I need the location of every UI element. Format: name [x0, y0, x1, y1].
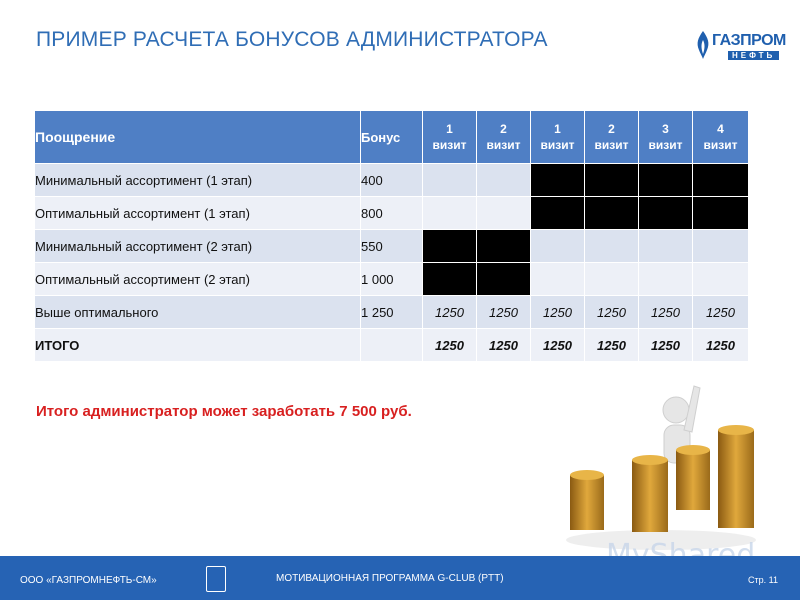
- row-name: Оптимальный ассортимент (1 этап): [35, 197, 361, 230]
- total-cell: 1250: [531, 329, 585, 362]
- total-cell: 1250: [585, 329, 639, 362]
- visit-cell: 1250: [693, 296, 749, 329]
- header-visit: 4 визит: [693, 111, 749, 164]
- visit-cell: [477, 164, 531, 197]
- visit-cell-blacked: [477, 230, 531, 263]
- slide-title: ПРИМЕР РАСЧЕТА БОНУСОВ АДМИНИСТРАТОРА: [36, 28, 548, 51]
- visit-cell-blacked: [585, 164, 639, 197]
- visit-cell: [693, 263, 749, 296]
- row-bonus: 800: [361, 197, 423, 230]
- visit-cell: [531, 230, 585, 263]
- visit-cell: [639, 263, 693, 296]
- total-cell: 1250: [477, 329, 531, 362]
- total-cell: 1250: [423, 329, 477, 362]
- row-name: Минимальный ассортимент (2 этап): [35, 230, 361, 263]
- row-name: ИТОГО: [35, 329, 361, 362]
- visit-cell: [477, 197, 531, 230]
- total-cell: 1250: [693, 329, 749, 362]
- row-name: Выше оптимального: [35, 296, 361, 329]
- visit-cell: [423, 197, 477, 230]
- header-visit: 1 визит: [531, 111, 585, 164]
- visit-cell: [639, 230, 693, 263]
- header-visit: 2 визит: [585, 111, 639, 164]
- visit-cell-blacked: [531, 197, 585, 230]
- visit-cell: [585, 263, 639, 296]
- bonus-table: [34, 110, 749, 362]
- header-bonus: Бонус: [361, 111, 423, 164]
- header-visit: 2 визит: [477, 111, 531, 164]
- gazprom-neft-logo: [694, 22, 786, 68]
- visit-cell: [585, 230, 639, 263]
- table-header-row: [35, 111, 749, 164]
- table-row: [35, 164, 749, 197]
- table-row: [35, 197, 749, 230]
- logo-brand: ГАЗПРОМ: [712, 32, 786, 49]
- visit-cell-blacked: [693, 197, 749, 230]
- footer-program: МОТИВАЦИОННАЯ ПРОГРАММА G-CLUB (PTT): [276, 573, 504, 584]
- table-row: [35, 296, 749, 329]
- row-name: Оптимальный ассортимент (2 этап): [35, 263, 361, 296]
- coin-stacks-illustration: [556, 370, 766, 560]
- row-bonus: [361, 329, 423, 362]
- logo-sub: НЕФТЬ: [728, 51, 779, 60]
- row-bonus: 550: [361, 230, 423, 263]
- row-bonus: 1 250: [361, 296, 423, 329]
- summary-text: Итого администратор может заработать 7 500 руб.: [36, 403, 412, 420]
- total-cell: 1250: [639, 329, 693, 362]
- visit-cell: [693, 230, 749, 263]
- fuel-pump-icon: [206, 566, 226, 592]
- visit-cell: 1250: [423, 296, 477, 329]
- row-name: Минимальный ассортимент (1 этап): [35, 164, 361, 197]
- visit-cell: 1250: [531, 296, 585, 329]
- row-bonus: 400: [361, 164, 423, 197]
- header-visit: 1 визит: [423, 111, 477, 164]
- visit-cell-blacked: [693, 164, 749, 197]
- visit-cell: 1250: [585, 296, 639, 329]
- footer-company: ООО «ГАЗПРОМНЕФТЬ-СМ»: [20, 575, 157, 586]
- visit-cell: [531, 263, 585, 296]
- footer-bar: [0, 556, 800, 600]
- visit-cell: [423, 164, 477, 197]
- table-row: [35, 263, 749, 296]
- header-visit: 3 визит: [639, 111, 693, 164]
- visit-cell-blacked: [639, 164, 693, 197]
- page-number: Стр. 11: [748, 575, 778, 585]
- visit-cell-blacked: [585, 197, 639, 230]
- visit-cell-blacked: [423, 230, 477, 263]
- row-bonus: 1 000: [361, 263, 423, 296]
- visit-cell-blacked: [477, 263, 531, 296]
- table-row: [35, 230, 749, 263]
- visit-cell: 1250: [477, 296, 531, 329]
- header-reward: Поощрение: [35, 111, 361, 164]
- flame-icon: [694, 30, 712, 60]
- visit-cell: 1250: [639, 296, 693, 329]
- total-row: [35, 329, 749, 362]
- visit-cell-blacked: [531, 164, 585, 197]
- visit-cell-blacked: [639, 197, 693, 230]
- visit-cell-blacked: [423, 263, 477, 296]
